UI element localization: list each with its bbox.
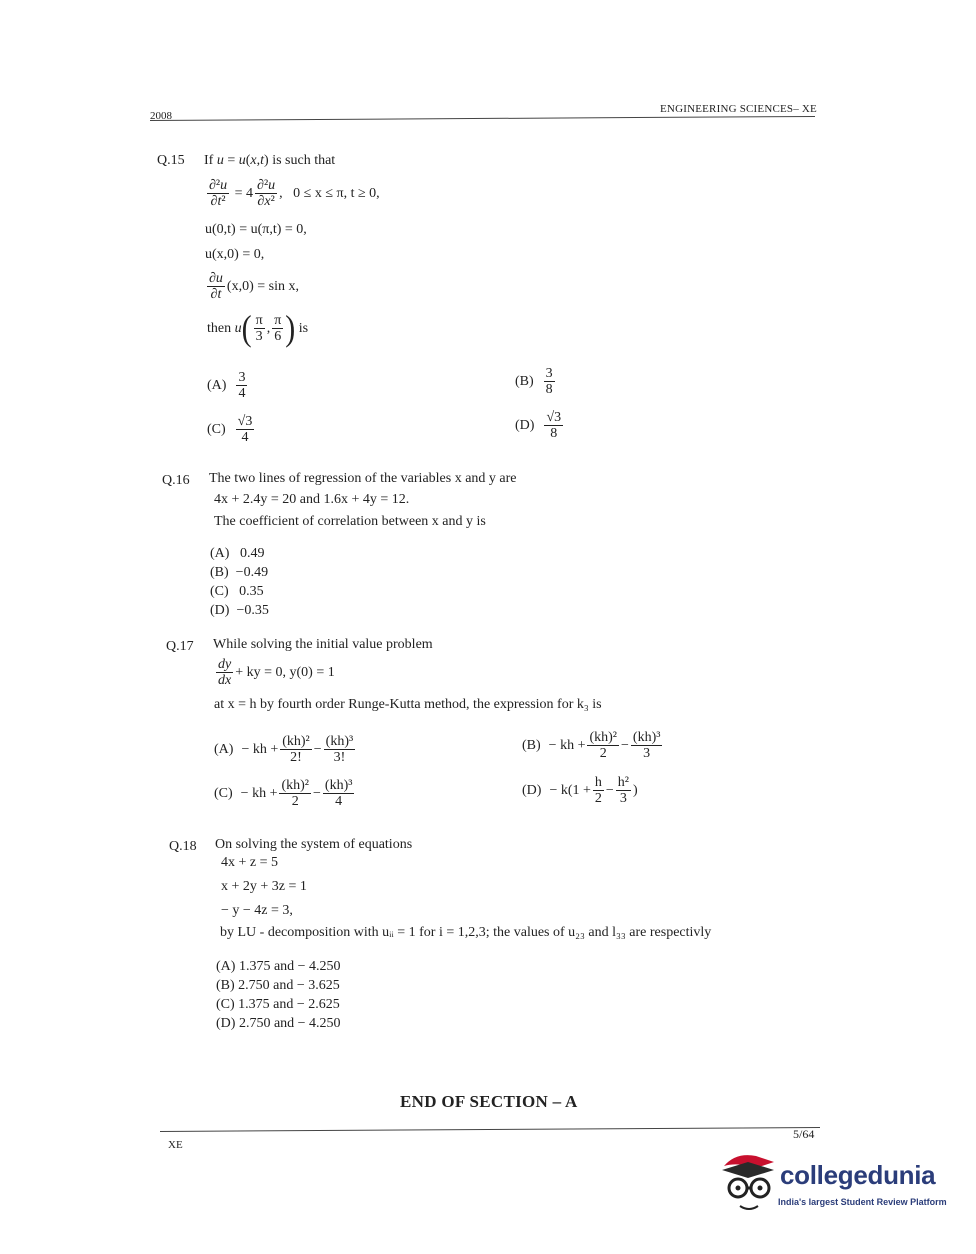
q18-line-5: by LU - decomposition with uᵢᵢ = 1 for i = 1,2,3; the values of u₂₃ and l₃₃ are respectivly (220, 925, 712, 940)
q18-line-1: On solving the system of equations (215, 837, 413, 852)
collegedunia-mascot-icon (716, 1148, 778, 1218)
q18-option-a: (A) 1.375 and − 4.250 (216, 959, 341, 974)
q15-initial-condition-2: $\frac{\partial u}{\partial t}$ (x,0) = sin x, (209, 271, 299, 303)
paper-code: XE (168, 1139, 183, 1151)
q17-line-3: at x = h by fourth order Runge-Kutta method, the expression for k₃ is (214, 697, 602, 712)
q15-pde: $\frac{\text{∂²u}}{\text{∂t²}}$ = 4 $\frac{\text{∂²u}}{\text{∂x²}}$ , 0 ≤ x ≤ π, t ≥ 0, (209, 178, 380, 210)
q15-domain: 0 ≤ x ≤ π, t ≥ 0, (293, 185, 380, 201)
q15-boundary-condition: u(0,t) = u(π,t) = 0, (205, 222, 307, 237)
q15-option-b: (B) $\frac{3}{8}$ (515, 366, 553, 398)
header-rule (150, 116, 815, 121)
q16-line-1: The two lines of regression of the variables x and y are (209, 471, 517, 486)
q18-equation-2: x + 2y + 3z = 1 (221, 879, 307, 894)
q15-option-d: (D) $\frac{√3}{8}$ (515, 410, 562, 442)
q18-option-b: (B) 2.750 and − 3.625 (216, 978, 340, 993)
q18-option-c: (C) 1.375 and − 2.625 (216, 997, 340, 1012)
q18-equation-3: − y − 4z = 3, (221, 903, 293, 918)
q17-option-c: (C) − kh + $\frac{\text{(kh)²}}{2}$ − $\frac{\text{(kh)³}}{4}$ (214, 778, 353, 810)
header-year: 2008 (150, 110, 172, 122)
q15-stem: If u = u(x,t) is such that (204, 153, 336, 168)
collegedunia-tagline: India's largest Student Review Platform (778, 1197, 947, 1207)
q17-line-1: While solving the initial value problem (213, 637, 433, 652)
footer-rule (160, 1127, 820, 1132)
q16-number: Q.16 (162, 473, 190, 488)
q15-number: Q.15 (157, 153, 185, 168)
q16-option-b: (B) −0.49 (210, 565, 269, 580)
q18-option-d: (D) 2.750 and − 4.250 (216, 1016, 341, 1031)
q17-option-a: (A) − kh + $\frac{\text{(kh)²}}{2!}$ − $\frac{\text{(kh)³}}{3!}$ (214, 734, 354, 766)
q15-option-c: (C) $\frac{√3}{4}$ (207, 414, 253, 446)
q15-option-a: (A) $\frac{3}{4}$ (207, 370, 246, 402)
q18-equation-1: 4x + z = 5 (221, 855, 279, 870)
q18-number: Q.18 (169, 839, 197, 854)
q16-line-2: 4x + 2.4y = 20 and 1.6x + 4y = 12. (214, 492, 410, 507)
q17-number: Q.17 (166, 639, 194, 654)
q15-question: then u ( $\frac{\pi}{3}$ , $\frac{\pi}{6}$ ) is (207, 308, 309, 349)
q17-option-b: (B) − kh + $\frac{\text{(kh)²}}{2}$ − $\frac{\text{(kh)³}}{3}$ (522, 730, 661, 762)
q16-option-c: (C) 0.35 (210, 584, 264, 599)
q17-option-d: (D) − k(1 + $\frac{h}{2}$ − $\frac{\text{h²}}{3}$ ) (522, 775, 638, 807)
header-section-title: ENGINEERING SCIENCES– XE (660, 103, 817, 115)
end-of-section: END OF SECTION – A (400, 1092, 578, 1111)
q17-ode: $\frac{dy}{dx}$ + ky = 0, y(0) = 1 (218, 657, 335, 689)
q15-initial-condition-1: u(x,0) = 0, (205, 247, 265, 262)
q16-option-a: (A) 0.49 (210, 546, 265, 561)
collegedunia-logo-text: collegedunia (780, 1160, 936, 1190)
q16-line-3: The coefficient of correlation between x and y is (214, 514, 486, 529)
q16-option-d: (D) −0.35 (210, 603, 269, 618)
page-number: 5/64 (793, 1127, 815, 1141)
